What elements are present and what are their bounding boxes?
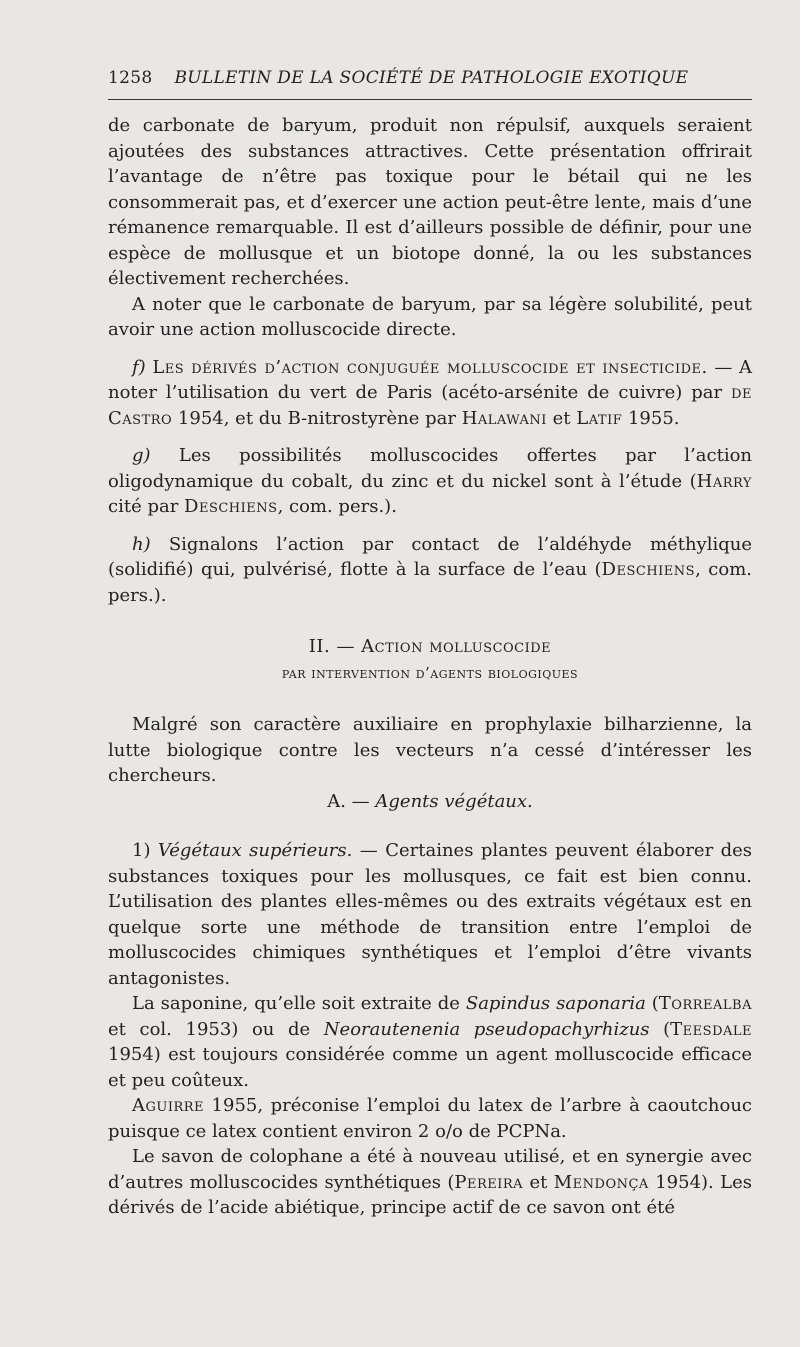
section-heading: [108, 634, 752, 686]
text: Signalons l’action par contact de l’aldéhyde méthylique (solidifié) qui, pulvérisé, flotte à la surface de l’eau (: [108, 533, 752, 580]
paragraph-h: [108, 532, 752, 609]
author-name: Torrealba: [658, 993, 752, 1014]
author-name: Deschiens: [601, 559, 696, 580]
paragraph-6: Malgré son caractère auxiliaire en prophylaxie bilharzienne, la lutte biologique contre les vecteurs n’a cessé d’intéresser les chercheurs.: [108, 714, 752, 786]
paragraph-1: de carbonate de baryum, produit non répulsif, auxquels seraient ajoutées des substances attractives. Cette présentation offrirait l’avantage de n’être pas toxique pour le bétail qui ne les consommerait pas, et d’exercer une action peut-être lente, mais d’une rémanence remarquable. Il est d’ailleurs possible de définir, pour une espèce de mollusque et un biotope donné, la ou les substances électivement recherchées.: [108, 115, 752, 289]
item-title: Végétaux supérieurs.: [157, 840, 353, 861]
subheading: [108, 789, 752, 815]
paragraph-g: [108, 443, 752, 520]
author-name: Harry: [696, 470, 752, 492]
text: et col. 1953) ou de: [108, 1018, 324, 1040]
author-name: de Castro: [108, 382, 752, 429]
section-heading-line-2: par intervention d’agents biologiques: [281, 664, 579, 682]
author-name: Halawani: [461, 407, 547, 429]
text: et: [523, 1171, 554, 1193]
text: cité par: [108, 496, 185, 517]
author-name: Aguirre: [132, 1095, 205, 1116]
article-body: [108, 113, 752, 1221]
text: — A noter l’utilisation du vert de Paris (acéto-arsénite de cuivre) par: [108, 356, 752, 403]
item-label: g): [132, 445, 151, 466]
journal-title: BULLETIN DE LA SOCIÉTÉ DE PATHOLOGIE EXOTIQUE: [174, 68, 689, 88]
text: La saponine, qu’elle soit extraite de: [132, 993, 466, 1014]
author-name: Deschiens: [184, 496, 278, 517]
header-rule: [108, 99, 752, 100]
text: 1954). Les dérivés de l’acide abiétique, principe actif de ce savon ont été: [108, 1171, 752, 1218]
text: — Certaines plantes peuvent élaborer des substances toxiques pour les mollusques, ce fait est bien connu. L’utilisation des plantes elles-mêmes ou des extraits végétaux est en quelque sorte une méthode de transition entre l’emploi de molluscocides chimiques synthétiques et l’emploi d’être vivants antagonistes.: [108, 840, 753, 989]
item-label: h): [132, 533, 151, 555]
species-name: Sapindus saponaria: [465, 993, 646, 1014]
author-name: Pereira: [454, 1171, 524, 1193]
paragraph-f: [108, 355, 752, 432]
running-header: [108, 68, 752, 88]
item-title: Les dérivés d’action conjuguée molluscocide et insecticide.: [152, 356, 708, 378]
text: Les possibilités molluscocides offertes par l’action oligodynamique du cobalt, du zinc et du nickel sont à l’étude (: [108, 445, 752, 492]
section-heading-line-1: II. — Action molluscocide: [308, 636, 552, 657]
text: et: [546, 407, 577, 429]
item-label: 1): [132, 840, 158, 861]
author-name: Latif: [576, 407, 623, 429]
subheading-title: Agents végétaux.: [375, 790, 533, 812]
author-name: Mendonça: [553, 1171, 649, 1193]
text: 1954, et du B-nitrostyrène par: [172, 407, 462, 429]
paragraph-9: [108, 1093, 752, 1144]
text: 1955.: [622, 407, 680, 429]
paragraph-8: [108, 991, 752, 1093]
paragraph-7: [108, 838, 752, 991]
paragraph-10: [108, 1144, 752, 1221]
text: (: [649, 1018, 671, 1040]
text: 1954) est toujours considérée comme un agent molluscocide efficace et peu coûteux.: [108, 1044, 752, 1091]
subheading-prefix: A. —: [327, 790, 376, 812]
text: Le savon de colophane a été à nouveau utilisé, et en synergie avec d’autres molluscocides synthétiques (: [108, 1146, 752, 1193]
author-name: Teesdale: [670, 1018, 752, 1040]
text: , com. pers.).: [277, 496, 397, 517]
text: , com. pers.).: [108, 559, 752, 606]
species-name: Neorautenenia pseudopachyrhizus: [323, 1018, 650, 1040]
text: 1955, préconise l’emploi du latex de l’arbre à caoutchouc puisque ce latex contient environ 2 o/o de PCPNa.: [108, 1095, 752, 1142]
page-number: 1258: [108, 68, 153, 88]
text: (: [645, 993, 659, 1014]
paragraph-2: A noter que le carbonate de baryum, par sa légère solubilité, peut avoir une action molluscocide directe.: [108, 293, 752, 340]
item-label: f): [132, 356, 146, 378]
